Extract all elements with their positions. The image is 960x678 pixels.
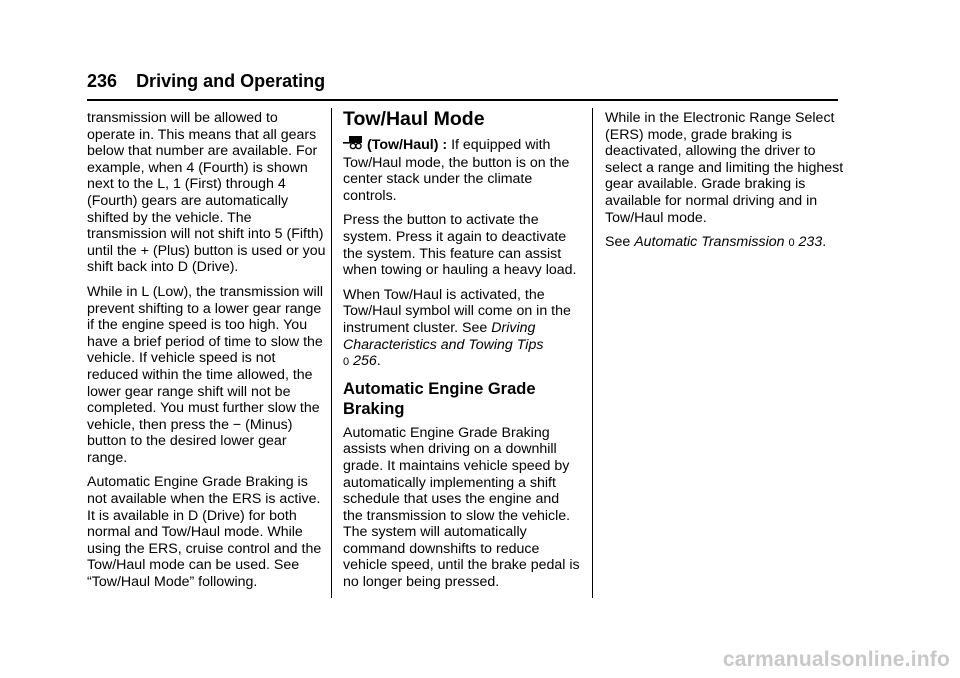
col2-paragraph-3-text: When Tow/Haul is activated, the Tow/Haul symbol will come on in the instrument cluster. See xyxy=(343,286,571,336)
xref-page-256[interactable]: 256 xyxy=(353,353,377,370)
tow-haul-icon xyxy=(343,136,363,155)
col2-paragraph-1-text: If equipped with Tow/Haul mode, the button is on the center stack under the climate controls. xyxy=(343,137,570,204)
page-ref-arrow-icon: 0 xyxy=(343,356,350,369)
page-header xyxy=(87,70,325,92)
column-2 xyxy=(343,108,581,599)
col2-paragraph-3 xyxy=(343,287,581,371)
col3-paragraph-1: While in the Electronic Range Select (ERS) mode, grade braking is deactivated, allowing the driver to select a range and limiting the highest gear available. Grade braking is available for normal driving and in Tow/Haul mode. xyxy=(605,110,844,226)
col1-paragraph-3: Automatic Engine Grade Braking is not available when the ERS is active. It is available in D (Drive) for both normal and Tow/Haul mode. While using the ERS, cruise control and the Tow/Haul mode can be used. See “Tow/Haul Mode” following. xyxy=(87,474,322,591)
xref-page-233[interactable]: 233 xyxy=(798,234,823,251)
header-rule xyxy=(87,99,838,101)
col2-paragraph-2: Press the button to activate the system. Press it again to deactivate the system. This feature can assist when towing or hauling a heavy load. xyxy=(343,212,577,279)
col3-paragraph-2 xyxy=(605,234,845,252)
watermark: carmanualsonline.info xyxy=(722,648,950,671)
col1-paragraph-2: While in L (Low), the transmission will prevent shifting to a lower gear range if the engine speed is too high. You have a brief period of time to slow the vehicle. If vehicle speed is not reduced within the time allowed, the lower gear range shift will not be completed. You must further slow the vehicle, then press the − (Minus) button to the desired lower gear range. xyxy=(87,283,324,466)
col1-paragraph-1: transmission will be allowed to operate in. This means that all gears below that number are available. For example, when 4 (Fourth) is shown next to the L, 1 (First) through 4 (Fourth) gears are automatically shifted by the vehicle. The transmission will not shift into 5 (Fifth) until the + (Plus) button is used or you shift back into D (Drive). xyxy=(87,110,326,276)
page-ref-arrow-icon: 0 xyxy=(788,237,795,250)
col2-paragraph-1 xyxy=(343,136,581,204)
subheading-grade-braking: Automatic Engine Grade Braking xyxy=(343,379,536,418)
col3-paragraph-2-text: See xyxy=(605,234,635,251)
tow-haul-label: (Tow/Haul) : xyxy=(367,137,448,153)
column-3 xyxy=(605,110,845,260)
xref-driving-characteristics[interactable]: Driving Characteristics and Towing Tips xyxy=(343,319,544,353)
xref-automatic-transmission[interactable]: Automatic Transmission xyxy=(634,234,785,251)
section-heading-tow-haul: Tow/Haul Mode xyxy=(343,108,485,130)
col2-paragraph-4: Automatic Engine Grade Braking assists when driving on a downhill grade. It maintains vehicle speed by automatically implementing a shift schedule that uses the engine and the transmission to slow the vehicle. The system will automatically command downshifts to reduce vehicle speed, until the brake pedal is no longer being pressed. xyxy=(343,424,580,591)
column-1 xyxy=(87,110,327,599)
column-divider-2 xyxy=(592,108,593,598)
chapter-title: Driving and Operating xyxy=(136,71,326,91)
column-divider-1 xyxy=(331,108,332,598)
col3-paragraph-2-end: . xyxy=(822,234,827,251)
col2-paragraph-3-end: . xyxy=(376,353,381,370)
page-number: 236 xyxy=(87,71,118,91)
